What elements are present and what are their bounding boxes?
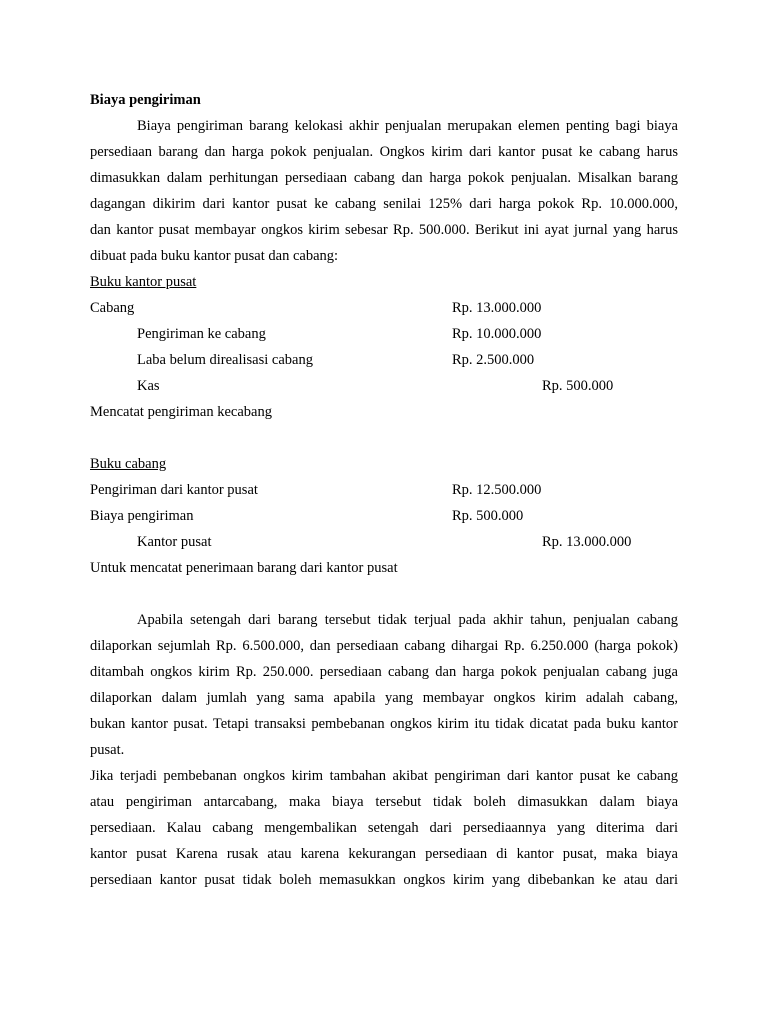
paragraph-3-line: persediaan kantor pusat tidak boleh memasukkan ongkos kirim yang dibebankan ke atau dari xyxy=(90,872,678,888)
journal-note: Mencatat pengiriman kecabang xyxy=(90,404,272,420)
paragraph-1-line: persediaan barang dan harga pokok penjualan. Ongkos kirim dari kantor pusat ke cabang harus xyxy=(90,144,678,160)
journal-entry-account: Laba belum direalisasi cabang xyxy=(137,352,313,368)
journal-entry-credit: Rp. 13.000.000 xyxy=(542,534,632,550)
paragraph-3-line: persediaan. Kalau cabang mengembalikan setengah dari persediaannya yang diterima dari xyxy=(90,820,678,836)
paragraph-3-line: kantor pusat Karena rusak atau karena kekurangan persediaan di kantor pusat, maka biaya xyxy=(90,846,678,862)
paragraph-3-line: Jika terjadi pembebanan ongkos kirim tambahan akibat pengiriman dari kantor pusat ke cabang xyxy=(90,768,678,784)
paragraph-2-line: dilaporkan dalam jumlah yang sama apabila yang membayar ongkos kirim adalah cabang, xyxy=(90,690,678,706)
paragraph-2-line: ditambah ongkos kirim Rp. 250.000. persediaan cabang dan harga pokok penjualan cabang juga xyxy=(90,664,678,680)
journal-entry-account: Biaya pengiriman xyxy=(90,508,194,524)
journal-entry-debit: Rp. 500.000 xyxy=(452,508,524,524)
paragraph-1-line: dagangan dikirim dari kantor pusat ke cabang senilai 125% dari harga pokok Rp. 10.000.000, xyxy=(90,196,678,212)
journal-entry-account: Cabang xyxy=(90,300,135,316)
journal-entry-account: Pengiriman dari kantor pusat xyxy=(90,482,258,498)
paragraph-2-line: bukan kantor pusat. Tetapi transaksi pembebanan ongkos kirim itu tidak dicatat pada buku kantor xyxy=(90,716,678,732)
paragraph-1-line: dan kantor pusat membayar ongkos kirim sebesar Rp. 500.000. Berikut ini ayat jurnal yang harus xyxy=(90,222,678,238)
paragraph-2-line: pusat. xyxy=(90,742,125,758)
journal-entry-credit: Rp. 500.000 xyxy=(542,378,614,394)
paragraph-2-line: Apabila setengah dari barang tersebut tidak terjual pada akhir tahun, penjualan cabang xyxy=(137,612,678,628)
journal-title-head-office: Buku kantor pusat xyxy=(90,274,197,290)
journal-title-branch: Buku cabang xyxy=(90,456,167,472)
paragraph-1-line: dimasukkan dalam perhitungan persediaan cabang dan harga pokok penjualan. Misalkan barang xyxy=(90,170,678,186)
paragraph-1-line: dibuat pada buku kantor pusat dan cabang: xyxy=(90,248,339,264)
paragraph-3-line: atau pengiriman antarcabang, maka biaya tersebut tidak boleh dimasukkan dalam biaya xyxy=(90,794,678,810)
journal-entry-debit: Rp. 12.500.000 xyxy=(452,482,542,498)
journal-entry-account: Pengiriman ke cabang xyxy=(137,326,266,342)
paragraph-2-line: dilaporkan sejumlah Rp. 6.500.000, dan persediaan cabang dihargai Rp. 6.250.000 (harga pokok) xyxy=(90,638,678,654)
journal-entry-account: Kantor pusat xyxy=(137,534,212,550)
journal-entry-amount: Rp. 2.500.000 xyxy=(452,352,535,368)
journal-entry-account: Kas xyxy=(137,378,160,394)
journal-entry-debit: Rp. 13.000.000 xyxy=(452,300,542,316)
paragraph-1-line: Biaya pengiriman barang kelokasi akhir penjualan merupakan elemen penting bagi biaya xyxy=(137,118,678,134)
section-heading: Biaya pengiriman xyxy=(90,92,201,108)
journal-entry-amount: Rp. 10.000.000 xyxy=(452,326,542,342)
journal-note: Untuk mencatat penerimaan barang dari kantor pusat xyxy=(90,560,398,576)
